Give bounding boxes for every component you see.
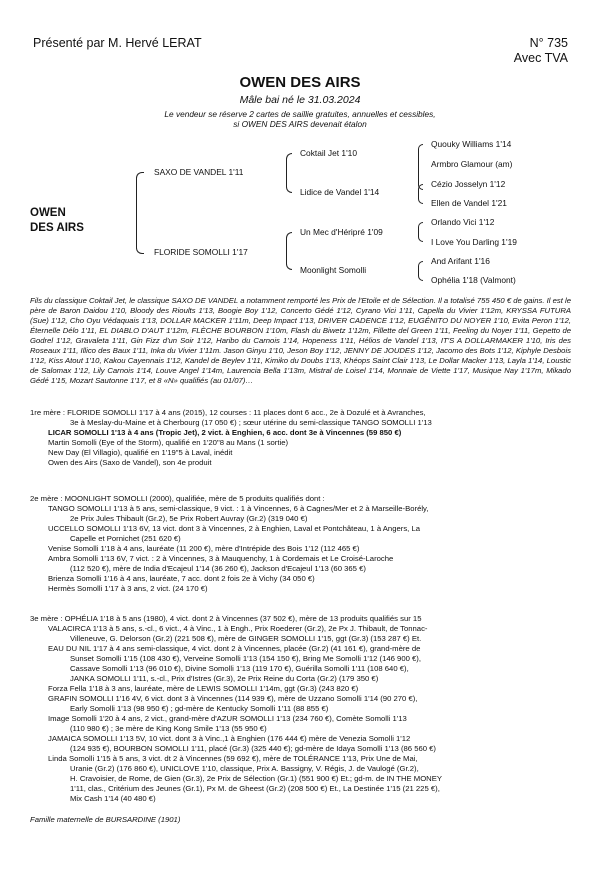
pedigree-dss: Orlando Vici 1'12 — [431, 217, 495, 227]
second-dam-line: 2e mère : MOONLIGHT SOMOLLI (2000), qualifiée, mère de 5 produits qualifiés dont : — [30, 494, 325, 503]
second-dam-line: Brienza Somolli 1'16 à 4 ans, lauréate, 7 acc. dont 2 fois 2e à Vichy (34 050 €) — [48, 574, 315, 583]
second-dam-line: 2e Prix Jules Thibault (Gr.2), 5e Prix Robert Auvray (Gr.2) (319 040 €) — [70, 514, 308, 523]
pedigree-dds: And Arifant 1'16 — [431, 256, 490, 266]
presenter: Présenté par M. Hervé LERAT — [33, 36, 202, 50]
third-dam-line: (110 980 €) ; 3e mère de King Kong Smile 1'13 (55 950 €) — [70, 724, 267, 733]
second-dam-line: UCCELLO SOMOLLI 1'13 6V, 13 vict. dont 3 à Vincennes, 2 à Enghien, Laval et Pontchâteau, 1 à Angers, La — [48, 524, 420, 533]
pedigree-dam-sire: Un Mec d'Héripré 1'09 — [300, 227, 383, 237]
third-dam-line: Uranie (Gr.2) (176 860 €), UNICLOVE 1'10, classique, Prix A. Bassigny, V. Régis, J. de Vaulogé (Gr.2), — [70, 764, 419, 773]
pedigree-horse-line: DES AIRS — [30, 222, 84, 234]
brace-horse — [136, 172, 144, 254]
third-dam-line: Image Somolli 1'20 à 4 ans, 2 vict., grand-mère d'AZUR SOMOLLI 1'13 (234 760 €), Comète Somolli 1'13 — [48, 714, 407, 723]
third-dam-line: 1'11, clas., Critérium des Jeunes (Gr.1), Px M. de Gheest (Gr.2) (208 500 €) Et., La Destinée 1'15 (21 225 €), — [70, 784, 440, 793]
second-dam-line: Capelle et Pornichet (251 620 €) — [70, 534, 181, 543]
pedigree-sds: Cézio Josselyn 1'12 — [431, 179, 506, 189]
third-dam-line: Cassave Somolli 1'13 (96 010 €), Divine Somolli 1'13 (119 170 €), Guérilla Somolli 1'11 (108 640 €), — [70, 664, 409, 673]
brace-dam — [286, 232, 292, 270]
pedigree-sdd: Ellen de Vandel 1'21 — [431, 198, 507, 208]
third-dam-line: H. Cravoisier, de Rome, de Gien (Gr.3), 2e Prix de Sélection (Gr.1) (551 900 €) Et.; gd-m. de IN THE MONEY — [70, 774, 442, 783]
lot-info — [514, 36, 568, 66]
stud-notice — [0, 109, 600, 129]
pedigree-ddd: Ophélia 1'18 (Valmont) — [431, 275, 516, 285]
third-dam-line: JAMAICA SOMOLLI 1'13 5V, 10 vict. dont 3 à Vinc.,1 à Enghien (176 444 €) mère de Venezia Somolli 1'12 — [48, 734, 411, 743]
pedigree-sire-sire: Coktail Jet 1'10 — [300, 148, 357, 158]
pedigree-dam: FLORIDE SOMOLLI 1'17 — [154, 247, 248, 257]
brace-sd — [418, 184, 423, 204]
third-dam-line: Linda Somolli 1'15 à 5 ans, 3 vict. dt 2 à Vincennes (59 692 €), mère de TOLÉRANCE 1'13, Prix Une de Mai, — [48, 754, 418, 763]
first-dam-line: Owen des Airs (Saxo de Vandel), son 4e produit — [48, 458, 212, 467]
first-dam-line: Martin Somolli (Eye of the Storm), qualifié en 1'20"8 au Mans (1 sortie) — [48, 438, 289, 447]
horse-name-title: OWEN DES AIRS — [239, 74, 361, 91]
second-dam-line: Hermès Somolli 1'17 à 3 ans, 2 vict. (24 170 €) — [48, 584, 208, 593]
maternal-family: Famille maternelle de BURSARDINE (1901) — [30, 815, 181, 824]
third-dam-section — [30, 614, 571, 804]
pedigree-horse-line: OWEN — [30, 207, 66, 219]
second-dam-line: (112 520 €), mère de India d'Ecajeul 1'14 (36 260 €), Jackson d'Ecajeul 1'13 (60 365 €) — [70, 564, 366, 573]
stud-notice-line: si OWEN DES AIRS devenait étalon — [233, 119, 367, 129]
brace-sire — [286, 153, 292, 193]
pedigree-ssd: Armbro Glamour (am) — [431, 159, 513, 169]
sire-description: Fils du classique Coktail Jet, le classique SAXO DE VANDEL a notamment remporté les Prix de l'Etoile et de Sélection. Il a totalisé 755 450 € de gains. Il est le père de Baron Daidou 1'10, Bloody des Rioults 1'13, Boogie Boy 1'12, Concerto Gédé 1'12, Cyrano Vici 1'11, Capella du Vivier 1'12m, KRYSSA FUTURA (Sue) 1'12, Cho Oyu Védaquais 1'13, DOLLAR MACKER 1'11m, Deep Impact 1'13, DRIVER CADENCE 1'12, EUGÉNITO DU NOYER 1'10, Evita Peron 1'12, Éternelle Délo 1'11, EL DIABLO D'AUT 1'12m, FLÈCHE BOURBON 1'10m, Flash du Biwetz 1'12m, Fillette del Green 1'11, Feeling du Noyer 1'11, Gepetto de Godrel 1'12, Gravaleta 1'11, Gin Fizz d'un Soir 1'12, Haribo du Carnois 1'14, Hopeness 1'11, Hélios de Vandel 1'13, IT'S A DOLLARMAKER 1'10, Iris des Roseaux 1'11, Illico des Baux 1'11, Inka du Vivier 1'11m. Jason Ginyu 1'10, Jeson Boy 1'12, JENNY DE JOUDES 1'12, Jacomo des Bots 1'12, Kiphyle Desbois 1'12, Kiss Atout 1'10, Kakou Cayennais 1'12, Kandel de Beylev 1'11, Kimiko du Doubs 1'13, Khéops Saint Clair 1'13, Le Dollar Macker 1'13, Layla 1'14, Loustic de Salomax 1'12, Lily Carnois 1'14, Louve Angel 1'14m, Laurencia Bella 1'13m, Mistral de Loisel 1'14, Monnaie de Viette 1'17, Musique Nay 1'17m, Mikado Gédé 1'15, Mozart Sautonne 1'17, et 8 «N» qualifiés (au 01/07)… — [30, 296, 571, 385]
stud-notice-line: Le vendeur se réserve 2 cartes de saillie gratuites, annuelles et cessibles, — [164, 109, 436, 119]
third-dam-line: Sunset Somolli 1'15 (108 430 €), Verveine Somolli 1'13 (154 150 €), Bring Me Somolli 1'12 (146 900 €), — [70, 654, 421, 663]
second-dam-section — [30, 494, 571, 594]
second-dam-line: Venise Somolli 1'18 à 4 ans, lauréate (11 200 €), mère d'Intrépide des Bois 1'12 (112 465 €) — [48, 544, 360, 553]
third-dam-line: JANKA SOMOLLI 1'11, s.-cl., Prix d'Istres (Gr.3), 2e Prix Reine du Corta (Gr.2) (179 350 €) — [70, 674, 379, 683]
pedigree-sss: Quouky Williams 1'14 — [431, 139, 512, 149]
brace-dd — [418, 261, 423, 281]
third-dam-line: (124 935 €), BOURBON SOMOLLI 1'11, placé (Gr.3) (325 440 €); gd-mère de Idaya Somolli 1'13 (86 560 €) — [70, 744, 436, 753]
third-dam-line: Villeneuve, G. Delorson (Gr.2) (221 508 €), mère de GINGER SOMOLLI 1'15, ggt (Gr.3) (153 287 €) Et. — [70, 634, 422, 643]
third-dam-line: 3e mère : OPHÉLIA 1'18 à 5 ans (1980), 4 vict. dont 2 à Vincennes (37 502 €), mère de 13 produits qualifiés sur 15 — [30, 614, 422, 623]
pedigree-horse — [30, 206, 84, 236]
pedigree-sire: SAXO DE VANDEL 1'11 — [154, 167, 244, 177]
third-dam-line: VALACIRCA 1'13 à 5 ans, s.-cl., 6 vict., 4 à Vinc., 1 à Engh., Prix Roederer (Gr.2), 2e Px J. Thibault, de Tonnac- — [48, 624, 428, 633]
third-dam-line: GRAFIN SOMOLLI 1'16 4V, 6 vict. dont 3 à Vincennes (114 939 €), mère de Uzzano Somolli 1'14 (90 270 €), — [48, 694, 418, 703]
third-dam-line: EAU DU NIL 1'17 à 4 ans semi-classique, 4 vict. dont 2 à Vincennes, placée (Gr.2) (41 161 €), grand-mère de — [48, 644, 421, 653]
first-dam-line: LICAR SOMOLLI 1'13 à 4 ans (Tropic Jet), 2 vict. à Enghien, 6 acc. dont 3e à Vincennes (59 850 €) — [48, 428, 402, 437]
lot-number: N° 735 — [529, 36, 568, 50]
first-dam-line: 3e à Meslay-du-Maine et à Cherbourg (17 050 €) ; sœur utérine du semi-classique TANGO SOMOLLI 1'13 — [70, 418, 432, 427]
third-dam-line: Mix Cash 1'14 (40 480 €) — [70, 794, 156, 803]
horse-description: Mâle bai né le 31.03.2024 — [239, 94, 361, 106]
first-dam-line: New Day (El Villagio), qualifié en 1'19"5 à Laval, inédit — [48, 448, 233, 457]
pedigree-dsd: I Love You Darling 1'19 — [431, 237, 517, 247]
pedigree-sire-dam: Lidice de Vandel 1'14 — [300, 187, 380, 197]
brace-ds — [418, 222, 423, 242]
third-dam-line: Forza Fella 1'18 à 3 ans, lauréate, mère de LEWIS SOMOLLI 1'14m, ggt (Gr.3) (243 820 €) — [48, 684, 359, 693]
second-dam-line: Ambra Somolli 1'13 6V, 7 vict. : 2 à Vincennes, 3 à Mauquenchy, 1 à Cordemais et Le Croisé-Laroche — [48, 554, 394, 563]
vat-status: Avec TVA — [513, 51, 568, 65]
first-dam-line: 1re mère : FLORIDE SOMOLLI 1'17 à 4 ans (2015), 12 courses : 11 places dont 6 acc., 2e à Dozulé et à Avranches, — [30, 408, 426, 417]
pedigree-dam-dam: Moonlight Somolli — [300, 265, 367, 275]
second-dam-line: TANGO SOMOLLI 1'13 à 5 ans, semi-classique, 9 vict. : 1 à Vincennes, 6 à Cagnes/Mer et 2 à Marseille-Borély, — [48, 504, 429, 513]
first-dam-section — [30, 408, 571, 468]
third-dam-line: Early Somolli 1'13 (98 950 €) ; gd-mère de Kentucky Somolli 1'11 (88 855 €) — [70, 704, 329, 713]
